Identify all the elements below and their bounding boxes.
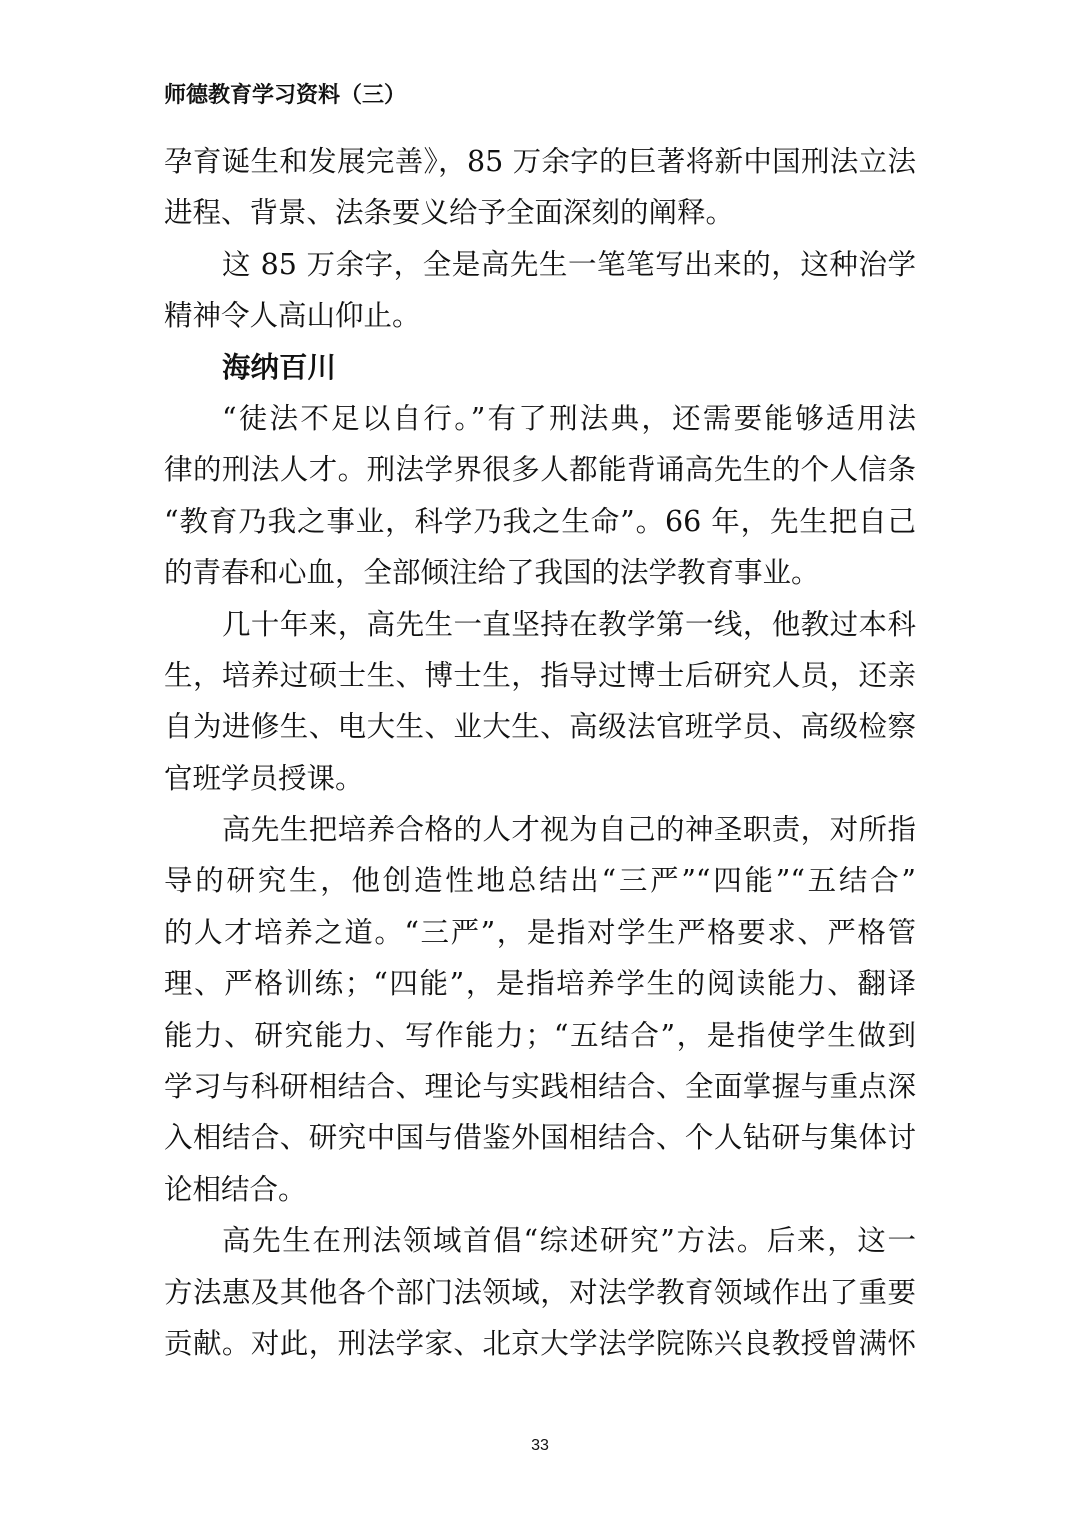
body-line: 律的刑法人才。刑法学界很多人都能背诵高先生的个人信条 <box>164 453 916 487</box>
running-header: 师德教育学习资料（三） <box>164 82 407 108</box>
body-line: 孕育诞生和发展完善》，85 万余字的巨著将新中国刑法立法 <box>164 145 916 178</box>
body-line: 高先生在刑法领域首倡“综述研究”方法。后来，这一 <box>222 1224 916 1258</box>
body-line: 入相结合、研究中国与借鉴外国相结合、个人钻研与集体讨 <box>164 1121 916 1155</box>
body-line: 导的研究生，他创造性地总结出“三严”“四能”“五结合” <box>164 864 916 898</box>
body-line: 方法惠及其他各个部门法领域，对法学教育领域作出了重要 <box>164 1275 916 1309</box>
body-line: “教育乃我之事业，科学乃我之生命”。66 年，先生把自己 <box>164 504 916 538</box>
body-line: 学习与科研相结合、理论与实践相结合、全面掌握与重点深 <box>164 1070 916 1104</box>
body-line: 这 85 万余字，全是高先生一笔笔写出来的，这种治学 <box>222 247 916 281</box>
body-line: 论相结合。 <box>164 1172 307 1206</box>
body-line: 生，培养过硕士生、博士生，指导过博士后研究人员，还亲 <box>164 658 916 692</box>
body-line: 的人才培养之道。“三严”，是指对学生严格要求、严格管 <box>164 915 916 949</box>
body-line: 自为进修生、电大生、业大生、高级法官班学员、高级检察 <box>164 710 916 744</box>
document-body <box>164 136 916 1369</box>
page-number: 33 <box>531 1437 549 1454</box>
section-heading: 海纳百川 <box>222 349 337 384</box>
body-line: 贡献。对此，刑法学家、北京大学法学院陈兴良教授曾满怀 <box>164 1326 916 1360</box>
body-line: 几十年来，高先生一直坚持在教学第一线，他教过本科 <box>222 607 916 641</box>
body-line: 能力、研究能力、写作能力；“五结合”，是指使学生做到 <box>164 1018 916 1052</box>
body-line: 理、严格训练；“四能”，是指培养学生的阅读能力、翻译 <box>164 967 916 1001</box>
body-line: 的青春和心血，全部倾注给了我国的法学教育事业。 <box>164 556 820 590</box>
body-line: 高先生把培养合格的人才视为自己的神圣职责，对所指 <box>222 813 916 847</box>
body-line: 官班学员授课。 <box>164 761 364 795</box>
body-line: 精神令人高山仰止。 <box>164 299 421 333</box>
body-line: 进程、背景、法条要义给予全面深刻的阐释。 <box>164 196 735 230</box>
body-line: “徒法不足以自行。”有了刑法典，还需要能够适用法 <box>222 401 916 435</box>
